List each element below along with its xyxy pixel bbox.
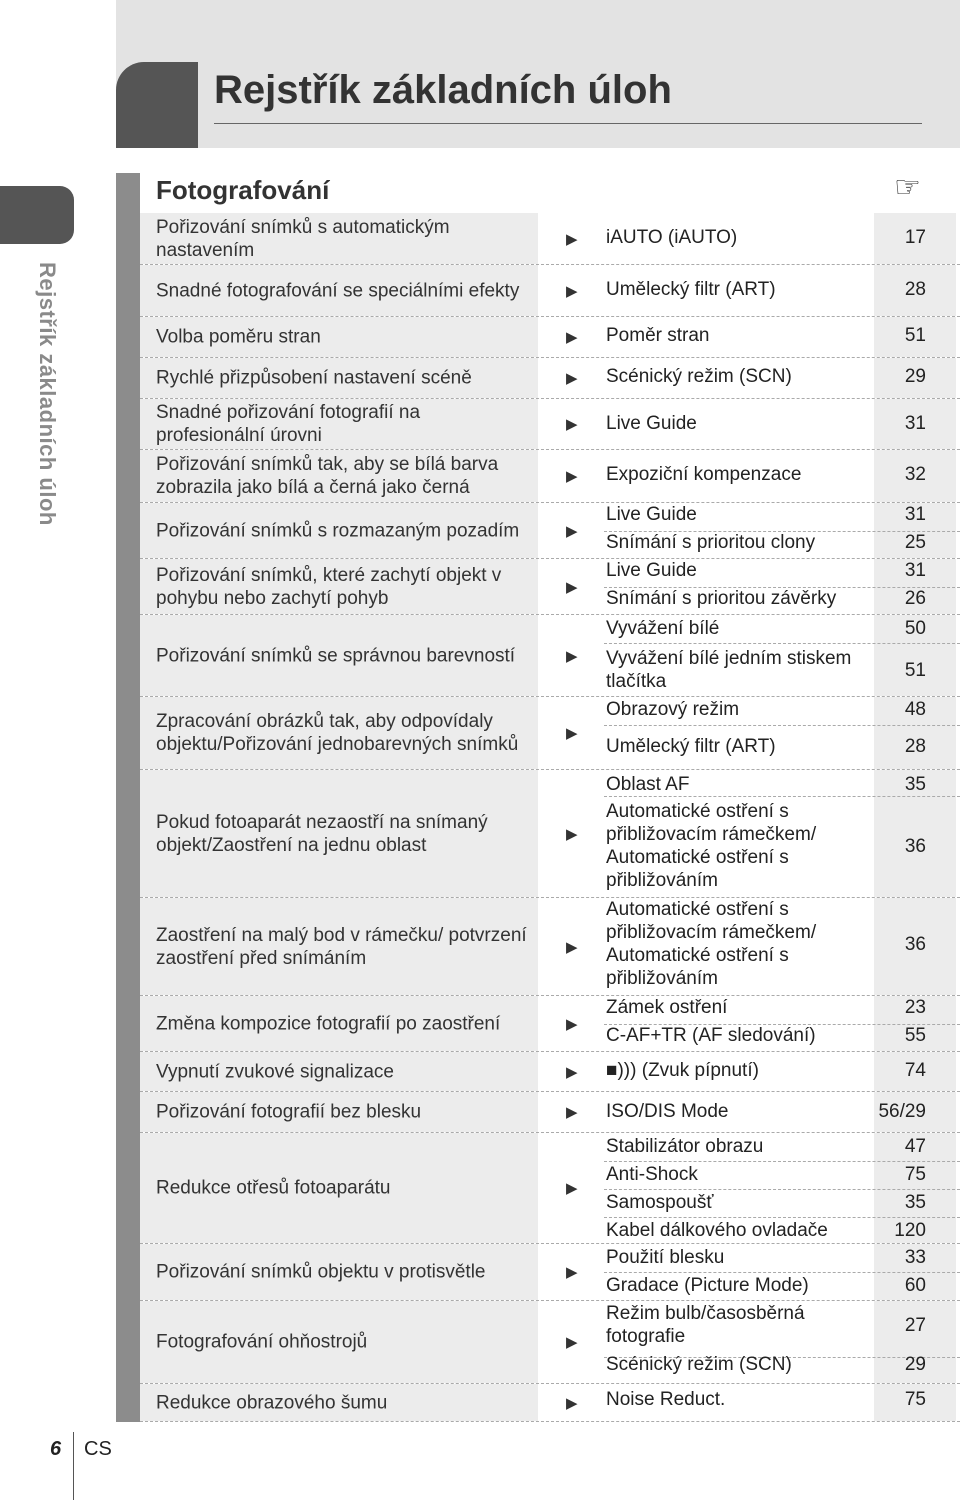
feature-name: Live Guide xyxy=(606,504,697,525)
task-label: Pořizování snímků s automatickým nastavením xyxy=(156,216,450,261)
arrow-cell xyxy=(538,317,590,357)
arrow-right-icon: ▶ xyxy=(566,825,578,843)
arrow-right-icon: ▶ xyxy=(566,1063,578,1081)
pointing-hand-icon: ☞ xyxy=(894,171,921,204)
table-row xyxy=(140,1384,960,1422)
header-tab xyxy=(116,62,198,148)
page-number: 6 xyxy=(50,1438,62,1460)
arrow-right-icon: ▶ xyxy=(566,282,578,300)
task-cell xyxy=(140,1133,538,1243)
feature-name: Vyvážení bílé xyxy=(606,618,720,639)
entry-divider xyxy=(604,796,960,797)
arrow-right-icon: ▶ xyxy=(566,647,578,665)
task-label: Změna kompozice fotografií po zaostření xyxy=(156,1013,501,1034)
entry-divider xyxy=(604,1161,960,1162)
page-reference[interactable]: 50 xyxy=(904,618,926,639)
page-reference[interactable]: 75 xyxy=(904,1389,926,1410)
arrow-cell xyxy=(538,450,590,502)
feature-name: Zámek ostření xyxy=(606,997,728,1018)
task-label: Snadné fotografování se speciálními efekty xyxy=(156,280,520,301)
task-label: Vypnutí zvukové signalizace xyxy=(156,1061,394,1082)
feature-name: Expoziční kompenzace xyxy=(606,464,802,485)
arrow-right-icon: ▶ xyxy=(566,468,578,485)
task-cell xyxy=(140,1052,538,1091)
page-reference[interactable]: 48 xyxy=(904,699,926,720)
table-row xyxy=(140,265,960,317)
page-number-divider xyxy=(73,1432,74,1500)
feature-name: Scénický režim (SCN) xyxy=(606,1354,792,1375)
arrow-right-icon: ▶ xyxy=(566,1015,578,1033)
arrow-cell xyxy=(538,559,590,614)
table-row xyxy=(140,898,960,996)
page-reference[interactable]: 17 xyxy=(904,227,926,248)
table-row xyxy=(140,1133,960,1244)
task-cell xyxy=(140,317,538,357)
task-cell xyxy=(140,503,538,558)
feature-name: Režim bulb/časosběrná fotografie xyxy=(606,1303,805,1347)
page-reference[interactable]: 28 xyxy=(904,279,926,300)
arrow-right-icon: ▶ xyxy=(566,1104,578,1121)
page-reference[interactable]: 56/29 xyxy=(878,1101,926,1122)
feature-name: Použití blesku xyxy=(606,1247,725,1268)
arrow-right-icon: ▶ xyxy=(566,416,578,433)
task-cell xyxy=(140,1301,538,1383)
task-cell xyxy=(140,1244,538,1300)
table-row xyxy=(140,996,960,1052)
page-reference[interactable]: 74 xyxy=(904,1060,926,1081)
task-cell xyxy=(140,213,538,264)
task-cell xyxy=(140,399,538,449)
task-label: Pořizování snímků, které zachytí objekt v pohybu nebo zachytí pohyb xyxy=(156,564,502,609)
page-reference[interactable]: 51 xyxy=(904,325,926,346)
task-label: Pokud fotoaparát nezaostří na snímaný objekt/Zaostření na jednu oblast xyxy=(156,811,488,856)
task-cell xyxy=(140,450,538,502)
page-reference[interactable]: 35 xyxy=(904,1192,926,1213)
feature-name: Live Guide xyxy=(606,560,697,581)
page-reference[interactable]: 31 xyxy=(904,413,926,434)
task-cell xyxy=(140,358,538,398)
entry-divider xyxy=(604,725,960,726)
page-reference[interactable]: 26 xyxy=(904,588,926,609)
entry-divider xyxy=(604,1217,960,1218)
feature-name: Obrazový režim xyxy=(606,699,740,720)
table-row xyxy=(140,1244,960,1301)
arrow-right-icon: ▶ xyxy=(566,725,578,742)
task-label: Fotografování ohňostrojů xyxy=(156,1331,368,1353)
task-cell xyxy=(140,559,538,614)
feature-name: Live Guide xyxy=(606,413,697,434)
arrow-cell xyxy=(538,358,590,398)
feature-name: ISO/DIS Mode xyxy=(606,1101,729,1122)
table-row xyxy=(140,615,960,697)
arrow-cell xyxy=(538,615,590,696)
task-label: Pořizování snímků se správnou barevností xyxy=(156,645,516,666)
page-reference[interactable]: 25 xyxy=(904,532,926,553)
page-reference[interactable]: 32 xyxy=(904,464,926,485)
section-title: Fotografování xyxy=(156,175,330,205)
task-label: Pořizování snímků objektu v protisvětle xyxy=(156,1261,486,1283)
arrow-right-icon: ▶ xyxy=(566,522,578,540)
arrow-cell xyxy=(538,1052,590,1091)
page-title: Rejstřík základních úloh xyxy=(214,68,672,112)
page-reference[interactable]: 33 xyxy=(904,1247,926,1268)
table-row xyxy=(140,770,960,898)
page-reference[interactable]: 120 xyxy=(894,1220,926,1241)
page-reference[interactable]: 28 xyxy=(904,736,926,757)
feature-name: Umělecký filtr (ART) xyxy=(606,279,776,300)
page-reference[interactable]: 29 xyxy=(904,1354,926,1375)
arrow-cell xyxy=(538,1133,590,1243)
arrow-cell xyxy=(538,697,590,769)
page-reference[interactable]: 31 xyxy=(904,560,926,581)
arrow-right-icon: ▶ xyxy=(566,1394,578,1412)
page-reference[interactable]: 36 xyxy=(904,934,926,955)
feature-name: Vyvážení bílé jedním stiskem tlačítka xyxy=(606,648,852,692)
table-row xyxy=(140,1301,960,1384)
page-reference[interactable]: 29 xyxy=(904,366,926,387)
arrow-cell xyxy=(538,265,590,316)
task-label: Zaostření na malý bod v rámečku/ potvrzení zaostření před snímáním xyxy=(156,924,527,969)
task-label: Pořizování snímků tak, aby se bílá barva zobrazila jako bílá a černá jako černá xyxy=(156,454,499,498)
arrow-right-icon: ▶ xyxy=(566,1180,578,1197)
arrow-right-icon: ▶ xyxy=(566,329,578,346)
title-rule xyxy=(214,123,922,124)
arrow-cell xyxy=(538,996,590,1051)
feature-name: iAUTO (iAUTO) xyxy=(606,227,738,248)
task-cell xyxy=(140,996,538,1051)
arrow-cell xyxy=(538,1092,590,1132)
feature-name: Kabel dálkového ovladače xyxy=(606,1220,828,1241)
arrow-right-icon: ▶ xyxy=(566,370,578,387)
table-row xyxy=(140,213,960,265)
page-reference[interactable]: 51 xyxy=(904,660,926,681)
arrow-right-icon: ▶ xyxy=(566,938,578,956)
page-reference[interactable]: 31 xyxy=(904,504,926,525)
arrow-cell xyxy=(538,1244,590,1300)
task-label: Volba poměru stran xyxy=(156,326,321,348)
task-label: Zpracování obrázků tak, aby odpovídaly objektu/Pořizování jednobarevných snímků xyxy=(156,711,519,755)
task-cell xyxy=(140,770,538,897)
arrow-right-icon: ▶ xyxy=(566,1334,578,1351)
feature-name: Scénický režim (SCN) xyxy=(606,366,792,387)
arrow-cell xyxy=(538,1301,590,1383)
arrow-cell xyxy=(538,1384,590,1421)
feature-name: ■))) (Zvuk pípnutí) xyxy=(606,1060,759,1081)
task-cell xyxy=(140,615,538,696)
page-reference[interactable]: 35 xyxy=(904,774,926,795)
task-label: Pořizování fotografií bez blesku xyxy=(156,1101,422,1123)
task-cell xyxy=(140,697,538,769)
feature-name: Automatické ostření s přibližovacím rámečkem/ Automatické ostření s přibližováním xyxy=(606,801,817,891)
arrow-cell xyxy=(538,503,590,558)
task-cell xyxy=(140,1092,538,1132)
feature-name: Poměr stran xyxy=(606,325,710,346)
arrow-right-icon: ▶ xyxy=(566,230,578,248)
table-row xyxy=(140,503,960,559)
entry-divider xyxy=(604,1189,960,1190)
feature-name: Oblast AF xyxy=(606,774,690,795)
task-cell xyxy=(140,898,538,995)
table-row xyxy=(140,399,960,450)
page-reference[interactable]: 23 xyxy=(904,997,926,1018)
feature-name: Snímání s prioritou clony xyxy=(606,532,816,553)
arrow-right-icon: ▶ xyxy=(566,1264,578,1281)
section-bar xyxy=(116,173,140,1422)
task-label: Rychlé přizpůsobení nastavení scéně xyxy=(156,367,472,389)
task-label: Pořizování snímků s rozmazaným pozadím xyxy=(156,520,520,541)
page-reference[interactable]: 60 xyxy=(904,1275,926,1296)
feature-name: Automatické ostření s přibližovacím rámečkem/ Automatické ostření s přibližováním xyxy=(606,899,817,989)
entry-divider xyxy=(604,1272,960,1273)
side-label: Rejstřík základních úloh xyxy=(35,262,60,526)
feature-name: C-AF+TR (AF sledování) xyxy=(606,1025,816,1046)
feature-name: Stabilizátor obrazu xyxy=(606,1136,764,1157)
task-cell xyxy=(140,265,538,316)
task-label: Snadné pořizování fotografií na profesionální úrovni xyxy=(156,402,421,446)
task-cell xyxy=(140,1384,538,1421)
side-tab xyxy=(0,186,74,244)
language-code: CS xyxy=(84,1438,112,1460)
table-row xyxy=(140,450,960,503)
page-reference[interactable]: 47 xyxy=(904,1136,926,1157)
page-reference[interactable]: 55 xyxy=(904,1025,926,1046)
feature-name: Samospoušť xyxy=(606,1192,714,1213)
arrow-cell xyxy=(538,770,590,897)
table-row xyxy=(140,1092,960,1133)
arrow-cell xyxy=(538,898,590,995)
feature-name: Umělecký filtr (ART) xyxy=(606,736,776,757)
table-row xyxy=(140,358,960,399)
table-row xyxy=(140,697,960,770)
feature-name: Gradace (Picture Mode) xyxy=(606,1275,809,1296)
table-row xyxy=(140,559,960,615)
arrow-cell xyxy=(538,213,590,264)
page-reference[interactable]: 36 xyxy=(904,836,926,857)
arrow-right-icon: ▶ xyxy=(566,578,578,596)
task-label: Redukce otřesů fotoaparátu xyxy=(156,1177,391,1199)
page-reference[interactable]: 27 xyxy=(904,1315,926,1336)
task-label: Redukce obrazového šumu xyxy=(156,1392,388,1413)
feature-name: Anti-Shock xyxy=(606,1164,698,1185)
arrow-cell xyxy=(538,399,590,449)
table-row xyxy=(140,317,960,358)
feature-name: Noise Reduct. xyxy=(606,1389,726,1410)
table-row xyxy=(140,1052,960,1092)
feature-name: Snímání s prioritou závěrky xyxy=(606,588,837,609)
entry-divider xyxy=(604,643,960,644)
page-reference[interactable]: 75 xyxy=(904,1164,926,1185)
